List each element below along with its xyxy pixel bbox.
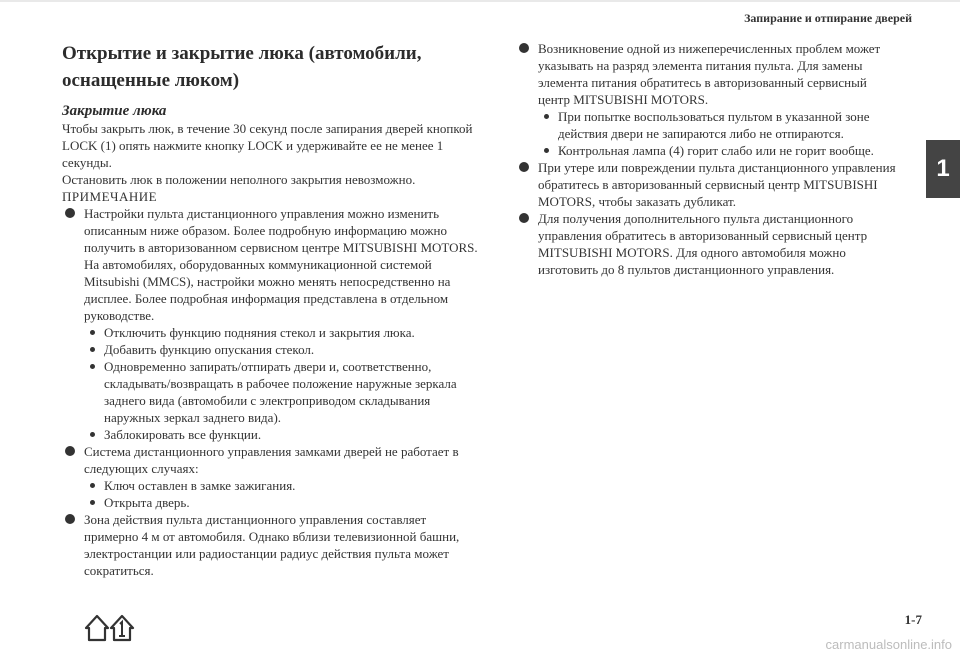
small-dot-icon — [544, 148, 549, 153]
small-dot-icon — [544, 114, 549, 119]
page-number: 1-7 — [904, 612, 922, 627]
bullet-item — [62, 511, 482, 579]
chapter-number: 1 — [936, 155, 950, 182]
sub-item-text: Контрольная лампа (4) горит слабо или не горит вообще. — [558, 143, 874, 158]
small-dot-icon — [90, 347, 95, 352]
bullet-item — [516, 159, 896, 210]
sub-item-text: Открыта дверь. — [104, 495, 190, 510]
subheading: Закрытие люка — [62, 103, 167, 119]
small-dot-icon — [90, 483, 95, 488]
page-header-title: Запирание и отпирание дверей — [744, 11, 912, 25]
bullet-item — [516, 40, 896, 108]
watermark: carmanualsonline.info — [825, 637, 952, 652]
sub-item-text: Заблокировать все функции. — [104, 427, 262, 442]
sub-list-item — [84, 494, 482, 511]
left-bullet-list — [62, 511, 482, 579]
bullet-item — [516, 210, 896, 278]
bullet-dot-icon — [519, 43, 529, 53]
sub-item-text: Одновременно запирать/отпирать двери и, соответственно, складывать/возвращать в рабочее положение наружные зеркала заднего вида (автомобили с электроприводом складывания наружных зеркал заднего вида). — [104, 359, 457, 425]
left-bullet-list — [62, 205, 482, 324]
small-dot-icon — [90, 330, 95, 335]
bullet-text: Система дистанционного управления замками дверей не работает в следующих случаях: — [84, 444, 459, 476]
note-heading: ПРИМЕЧАНИЕ — [62, 189, 158, 204]
sub-list-item — [84, 324, 482, 341]
sub-list-item — [84, 426, 482, 443]
sub-list — [62, 324, 482, 443]
sub-list — [516, 108, 896, 159]
bullet-dot-icon — [65, 208, 75, 218]
sub-item-text: При попытке воспользоваться пультом в указанной зоне действия двери не запираются либо не отпираются. — [558, 109, 870, 141]
sub-item-text: Отключить функцию подняния стекол и закрытия люка. — [104, 325, 415, 340]
house-icon — [84, 612, 136, 644]
sub-list-item — [84, 358, 482, 426]
intro-paragraph: Чтобы закрыть люк, в течение 30 секунд после запирания дверей кнопкой LOCK (1) опять нажмите кнопку LOCK и удерживайте ее не менее 1 секунды. — [62, 121, 473, 170]
home-index-icon[interactable] — [84, 612, 136, 649]
left-bullet-list — [62, 443, 482, 477]
sub-item-text: Ключ оставлен в замке зажигания. — [104, 478, 296, 493]
sub-list-item — [538, 142, 896, 159]
sub-item-text: Добавить функцию опускания стекол. — [104, 342, 315, 357]
bullet-dot-icon — [65, 446, 75, 456]
section-title: Открытие и закрытие люка (автомобили, оснащенные люком) — [62, 43, 422, 91]
sub-list-item — [538, 108, 896, 142]
bullet-dot-icon — [519, 213, 529, 223]
bullet-text: Возникновение одной из нижеперечисленных проблем может указывать на разряд элемента питания пульта. Для замены элемента питания обратитесь в авторизованный сервисный центр MITSUBISHI MOTORS. — [538, 41, 881, 107]
bullet-item — [62, 205, 482, 324]
left-column — [62, 40, 482, 579]
sub-list-item — [84, 477, 482, 494]
right-bullet-list — [516, 159, 896, 278]
sub-list-item — [84, 341, 482, 358]
bullet-text: Для получения дополнительного пульта дистанционного управления обратитесь в авторизованный сервисный центр MITSUBISHI MOTORS. Для одного автомобиля можно изготовить до 8 пультов дистанционного управления. — [538, 211, 868, 277]
bullet-dot-icon — [519, 162, 529, 172]
header-rule — [0, 0, 960, 2]
small-dot-icon — [90, 364, 95, 369]
right-column — [516, 40, 896, 278]
bullet-text: Зона действия пульта дистанционного управления составляет примерно 4 м от автомобиля. Однако вблизи телевизионной башни, электростанции или радиостанции радиус действия пульта может сократиться. — [84, 512, 460, 578]
bullet-dot-icon — [65, 514, 75, 524]
bullet-text: При утере или повреждении пульта дистанционного управления обратитесь в авторизованный сервисный центр MITSUBISHI MOTORS, чтобы заказать дубликат. — [538, 160, 896, 209]
stop-note: Остановить люк в положении неполного закрытия невозможно. — [62, 172, 416, 187]
sub-list — [62, 477, 482, 511]
small-dot-icon — [90, 432, 95, 437]
bullet-text: Настройки пульта дистанционного управления можно изменить описанным ниже образом. Более подробную информацию можно получить в авторизованном сервисном центре MITSUBISHI MOTORS. На автомобилях, оборудованных коммуникационной системой Mitsubishi (MMCS), настройки можно менять непосредственно на дисплее. Более подробная информация представлена в отдельном руководстве. — [84, 206, 478, 323]
bullet-item — [62, 443, 482, 477]
small-dot-icon — [90, 500, 95, 505]
chapter-tab[interactable] — [926, 140, 960, 198]
right-bullet-list — [516, 40, 896, 108]
